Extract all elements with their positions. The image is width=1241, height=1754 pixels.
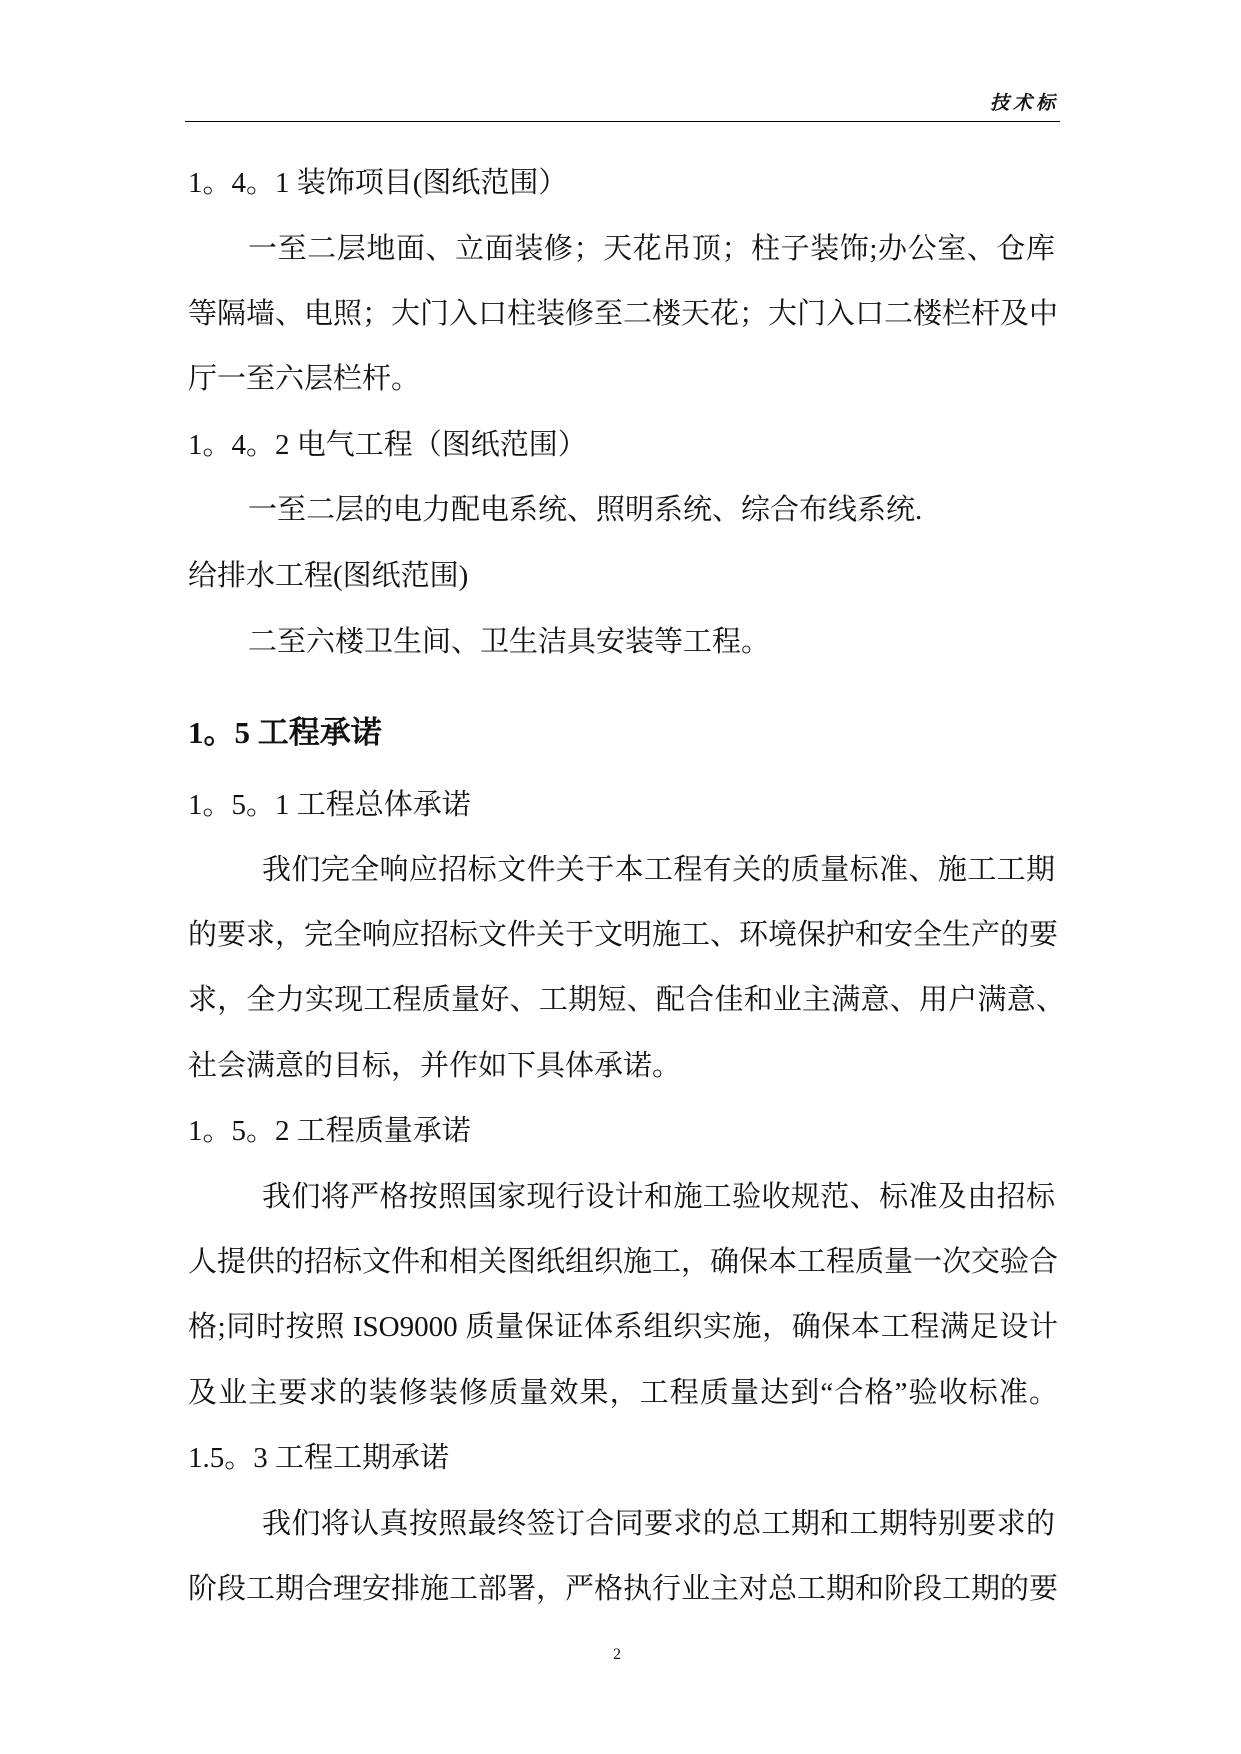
paragraph-line: 人提供的招标文件和相关图纸组织施工，确保本工程质量一次交验合 [188, 1246, 1059, 1278]
paragraph-line: 一至二层的电力配电系统、照明系统、综合布线系统. [248, 494, 923, 526]
paragraph-line: 我们将严格按照国家现行设计和施工验收规范、标准及由招标 [262, 1181, 1055, 1213]
subsection-heading-1-5-2: 1。5。2 工程质量承诺 [188, 1115, 471, 1147]
paragraph-line: 一至二层地面、立面装修；天花吊顶；柱子装饰;办公室、仓库 [248, 233, 1055, 265]
paragraph-line: 社会满意的目标，并作如下具体承诺。 [188, 1050, 682, 1082]
paragraph-line: 阶段工期合理安排施工部署，严格执行业主对总工期和阶段工期的要 [188, 1573, 1059, 1605]
subsection-heading-1-4-2: 1。4。2 电气工程（图纸范围） [188, 429, 587, 461]
subsection-heading-1-4-1: 1。4。1 装饰项目(图纸范围） [188, 167, 568, 199]
subsection-heading-water-supply: 给排水工程(图纸范围) [188, 560, 469, 592]
paragraph-line: 求，全力实现工程质量好、工期短、配合佳和业主满意、用户满意、 [188, 984, 1065, 1016]
paragraph-line: 厅一至六层栏杆。 [188, 363, 421, 395]
page-number: 2 [613, 1646, 621, 1663]
subsection-heading-1-5-3: 1.5。3 工程工期承诺 [188, 1442, 450, 1474]
paragraph-line: 我们将认真按照最终签订合同要求的总工期和工期特别要求的 [262, 1508, 1055, 1540]
header-label: 技术标 [990, 93, 1060, 114]
paragraph-line: 的要求，完全响应招标文件关于文明施工、环境保护和安全生产的要 [188, 919, 1059, 951]
paragraph-line: 二至六楼卫生间、卫生洁具安装等工程。 [248, 626, 771, 658]
section-title-1-5: 1。5 工程承诺 [188, 715, 382, 750]
paragraph-line: 格;同时按照 ISO9000 质量保证体系组织实施，确保本工程满足设计 [188, 1311, 1058, 1343]
paragraph-line: 及业主要求的装修装修质量效果，工程质量达到“合格”验收标准。 [188, 1377, 1058, 1409]
paragraph-line: 我们完全响应招标文件关于本工程有关的质量标准、施工工期 [262, 854, 1055, 886]
header-divider [185, 121, 1060, 122]
subsection-heading-1-5-1: 1。5。1 工程总体承诺 [188, 789, 471, 821]
paragraph-line: 等隔墙、电照；大门入口柱装修至二楼天花；大门入口二楼栏杆及中 [188, 298, 1059, 330]
